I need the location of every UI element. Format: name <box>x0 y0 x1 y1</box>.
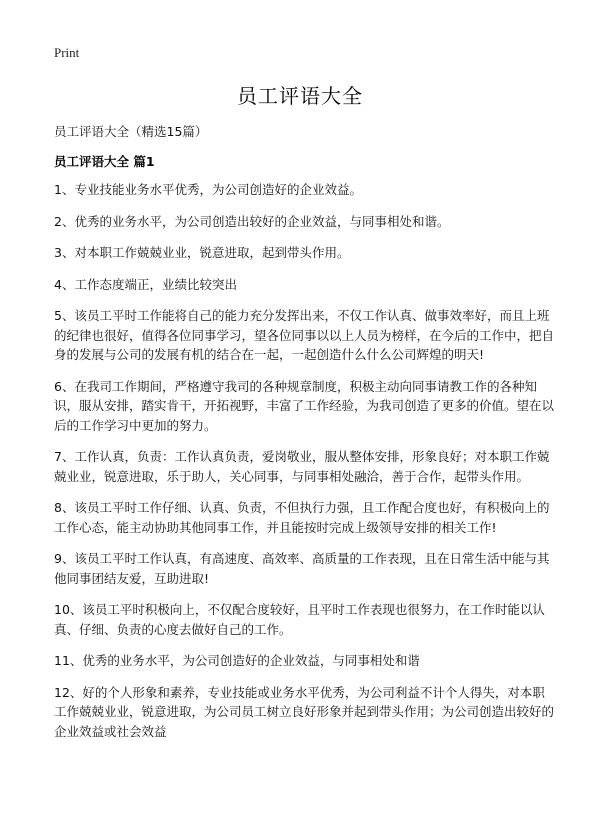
comment-list <box>54 180 554 753</box>
list-item: 9、该员工平时工作认真，有高速度、高效率、高质量的工作表现，且在日常生活中能与其他同事团结友爱，互助进取! <box>54 551 550 586</box>
list-item: 1、专业技能业务水平优秀，为公司创造好的企业效益。 <box>54 182 362 197</box>
list-item: 11、优秀的业务水平，为公司创造好的企业效益，与同事相处和谐 <box>54 653 420 668</box>
list-item: 10、该员工平时积极向上，不仅配合度较好，且平时工作表现也很努力，在工作时能以认真、仔细、负责的心度去做好自己的工作。 <box>54 602 545 637</box>
list-item: 3、对本职工作兢兢业业，锐意进取，起到带头作用。 <box>54 245 350 260</box>
list-item: 4、工作态度端正，业绩比较突出 <box>54 276 237 292</box>
document-subtitle: 员工评语大全（精选15篇） <box>54 124 208 139</box>
page-title: 员工评语大全 <box>237 84 363 108</box>
list-item: 5、该员工平时工作能将自己的能力充分发挥出来，不仅工作认真、做事效率好，而且上班的纪律也很好，值得各位同事学习，望各位同事以以上人员为榜样，在今后的工作中，把自身的发展与公司的发展有机的结合在一起，一起创造什么什么公司辉煌的明天! <box>54 308 555 362</box>
list-item: 8、该员工平时工作仔细、认真、负责，不但执行力强，且工作配合度也好，有积极向上的工作心态，能主动协助其他同事工作，并且能按时完成上级领导安排的相关工作! <box>54 500 550 535</box>
list-item: 7、工作认真，负责：工作认真负责，爱岗敬业，服从整体安排，形象良好；对本职工作兢兢业业，锐意进取，乐于助人，关心同事，与同事相处融洽，善于合作，起带头作用。 <box>54 449 550 484</box>
list-item: 12、好的个人形象和素养，专业技能或业务水平优秀，为公司利益不计个人得失，对本职工作兢兢业业，锐意进取，为公司员工树立良好形象并起到带头作用；为公司创造出较好的企业效益或社会效益 <box>54 684 555 739</box>
section-heading: 员工评语大全 篇1 <box>54 154 155 169</box>
print-link[interactable]: Print <box>54 45 80 60</box>
list-item: 2、优秀的业务水平，为公司创造出较好的企业效益，与同事相处和谐。 <box>54 213 450 229</box>
list-item: 6、在我司工作期间，严格遵守我司的各种规章制度，积极主动向同事请教工作的各种知识，服从安排，踏实肯干，开拓视野，丰富了工作经验，为我司创造了更多的价值。望在以后的工作学习中更加的努力。 <box>54 378 555 433</box>
